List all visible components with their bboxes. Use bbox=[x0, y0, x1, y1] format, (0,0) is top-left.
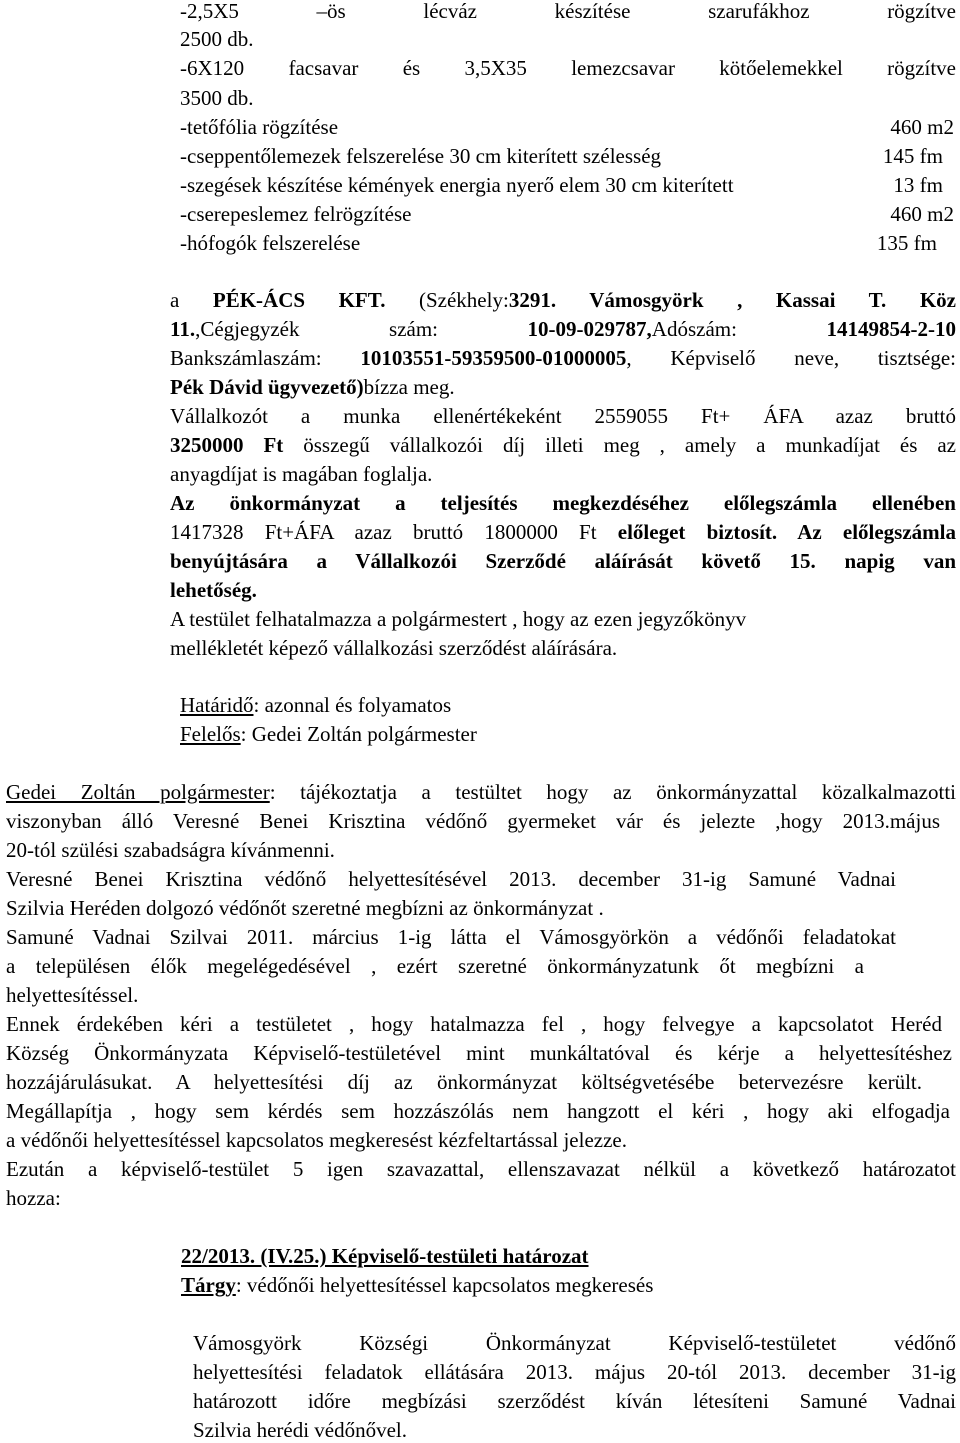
subject-value: : védőnői helyettesítéssel kapcsolatos megkeresés bbox=[235, 1273, 654, 1297]
resolution-body-line: Szilvia herédi védőnővel. bbox=[193, 1418, 408, 1442]
speaker: Gedei Zoltán polgármester bbox=[6, 780, 270, 804]
subject-label: Tárgy bbox=[181, 1273, 236, 1297]
text: , Képviselő neve, tisztsége: bbox=[626, 346, 956, 370]
report-line: Ennek érdekében kéri a testületet , hogy hatalmazza fel , hogy felvegye a kapcsolatot Heréd bbox=[6, 1012, 942, 1036]
authorization-line: A testület felhatalmazza a polgármestert , hogy az ezen jegyzőkönyv bbox=[170, 607, 747, 631]
resolution-title: 22/2013. (IV.25.) Képviselő-testületi határozat bbox=[181, 1244, 589, 1268]
materials-line: -6X120 facsavar és 3,5X35 lemezcsavar kötőelemekkel rögzítve bbox=[180, 56, 956, 80]
materials-item bbox=[180, 201, 954, 227]
materials-quantity: 3500 db. bbox=[180, 86, 254, 110]
advance-line: Az önkormányzat a teljesítés megkezdéséhez előlegszámla ellenében bbox=[170, 491, 956, 515]
materials-item bbox=[180, 172, 943, 198]
materials-quantity: 2500 db. bbox=[180, 27, 254, 51]
item-quantity: 460 m2 bbox=[890, 115, 954, 139]
report-line: viszonyban álló Veresné Benei Krisztina védőnő gyermeket vár és jelezte ,hogy 2013.május bbox=[6, 809, 940, 833]
responsible bbox=[180, 721, 477, 747]
materials-item bbox=[180, 114, 954, 140]
report-line: Veresné Benei Krisztina védőnő helyettesítésével 2013. december 31-ig Samuné Vadnai bbox=[6, 867, 896, 891]
report-line: Samuné Vadnai Szilvai 2011. március 1-ig látta el Vámosgyörkön a védőnői feladatokat bbox=[6, 925, 896, 949]
report-line: Megállapítja , hogy sem kérdés sem hozzászólás nem hangzott el kéri , hogy aki elfogadja bbox=[6, 1099, 950, 1123]
report-line: a védőnői helyettesítéssel kapcsolatos megkeresést kézfeltartással jelezze. bbox=[6, 1128, 627, 1152]
report-line: hozzájárulásukat. A helyettesítési díj az önkormányzat költségvetésébe betervezésre került. bbox=[6, 1070, 922, 1094]
gross-amount: 3250000 Ft bbox=[170, 433, 284, 457]
text: összegű vállalkozói díj illeti meg , amely a munkadíjat és az bbox=[283, 433, 956, 457]
report-line: Szilvia Heréden dolgozó védőnőt szeretné megbízni az önkormányzat . bbox=[6, 896, 604, 920]
advance-line bbox=[170, 519, 956, 545]
fee-line bbox=[170, 432, 956, 458]
bank-account: 10103551-59359500-01000005 bbox=[360, 346, 627, 370]
text: 1417328 Ft+ÁFA azaz bruttó 1800000 Ft bbox=[170, 520, 618, 544]
report-line bbox=[6, 779, 956, 805]
registry-number: 10-09-029787, bbox=[527, 317, 652, 341]
resolution-subject bbox=[181, 1272, 653, 1298]
fee-line: Vállalkozót a munka ellenértékeként 2559055 Ft+ ÁFA azaz bruttó bbox=[170, 404, 956, 428]
contractor-line bbox=[170, 287, 956, 313]
deadline-value: : azonnal és folyamatos bbox=[253, 693, 452, 717]
representative: Pék Dávid ügyvezető) bbox=[170, 375, 364, 399]
materials-item bbox=[180, 230, 937, 256]
item-quantity: 145 fm bbox=[882, 144, 943, 168]
company-address: 3291. Vámosgyörk , Kassai T. Köz bbox=[508, 288, 956, 312]
resolution-body-line: Vámosgyörk Községi Önkormányzat Képviselő-testületet védőnő bbox=[193, 1331, 956, 1355]
text: előleget biztosít. Az előlegszámla bbox=[617, 520, 956, 544]
text: a bbox=[170, 288, 213, 312]
report-line: Község Önkormányzata Képviselő-testületével mint munkáltatóval és kérje a helyettesítéshez bbox=[6, 1041, 952, 1065]
item-quantity: 13 fm bbox=[893, 173, 943, 197]
resolution-body-line: helyettesítési feladatok ellátására 2013. május 20-tól 2013. december 31-ig bbox=[193, 1360, 956, 1384]
text: 11. bbox=[170, 317, 196, 341]
authorization-line: mellékletét képező vállalkozási szerződést aláírására. bbox=[170, 636, 618, 660]
item-label: -cserepeslemez felrögzítése bbox=[180, 202, 412, 226]
responsible-label: Felelős bbox=[180, 722, 241, 746]
report-line: 20-tól szülési szabadságra kívánmenni. bbox=[6, 838, 335, 862]
text: Adószám: bbox=[651, 317, 827, 341]
advance-line: benyújtására a Vállalkozói Szerződé aláírását követő 15. napig van bbox=[170, 549, 956, 573]
materials-line: -2,5X5 –ös lécváz készítése szarufákhoz rögzítve bbox=[180, 0, 956, 23]
text: ,Cégjegyzék szám: bbox=[195, 317, 528, 341]
responsible-value: : Gedei Zoltán polgármester bbox=[240, 722, 477, 746]
text: : tájékoztatja a testültet hogy az önkormányzattal közalkalmazotti bbox=[269, 780, 956, 804]
materials-item bbox=[180, 143, 943, 169]
tax-number: 14149854-2-10 bbox=[826, 317, 956, 341]
resolution-body-line: határozott időre megbízási szerződést kíván létesíteni Samuné Vadnai bbox=[193, 1389, 956, 1413]
item-label: -hófogók felszerelése bbox=[180, 231, 361, 255]
fee-line: anyagdíjat is magában foglalja. bbox=[170, 462, 433, 486]
company-name: PÉK-ÁCS KFT. bbox=[212, 288, 386, 312]
item-label: -tetőfólia rögzítése bbox=[180, 115, 339, 139]
text: bízza meg. bbox=[363, 375, 455, 399]
item-label: -cseppentőlemezek felszerelése 30 cm kiterített szélesség bbox=[180, 144, 662, 168]
report-line: Ezután a képviselő-testület 5 igen szavazattal, ellenszavazat nélkül a következő határozatot bbox=[6, 1157, 956, 1181]
text: (Székhely: bbox=[385, 288, 509, 312]
item-quantity: 135 fm bbox=[876, 231, 937, 255]
advance-line: lehetőség. bbox=[170, 578, 257, 602]
item-label: -szegések készítése kémények energia nyerő elem 30 cm kiterített bbox=[180, 173, 734, 197]
report-line: helyettesítéssel. bbox=[6, 983, 139, 1007]
item-quantity: 460 m2 bbox=[890, 202, 954, 226]
contractor-line bbox=[170, 374, 956, 400]
report-line: a településen élők megelégedésével , ezért szeretné önkormányzatunk őt megbízni a bbox=[6, 954, 864, 978]
report-line: hozza: bbox=[6, 1186, 61, 1210]
contractor-line bbox=[170, 316, 956, 342]
text: Bankszámlaszám: bbox=[170, 346, 361, 370]
deadline bbox=[180, 692, 451, 718]
deadline-label: Határidő bbox=[180, 693, 254, 717]
contractor-line bbox=[170, 345, 956, 371]
